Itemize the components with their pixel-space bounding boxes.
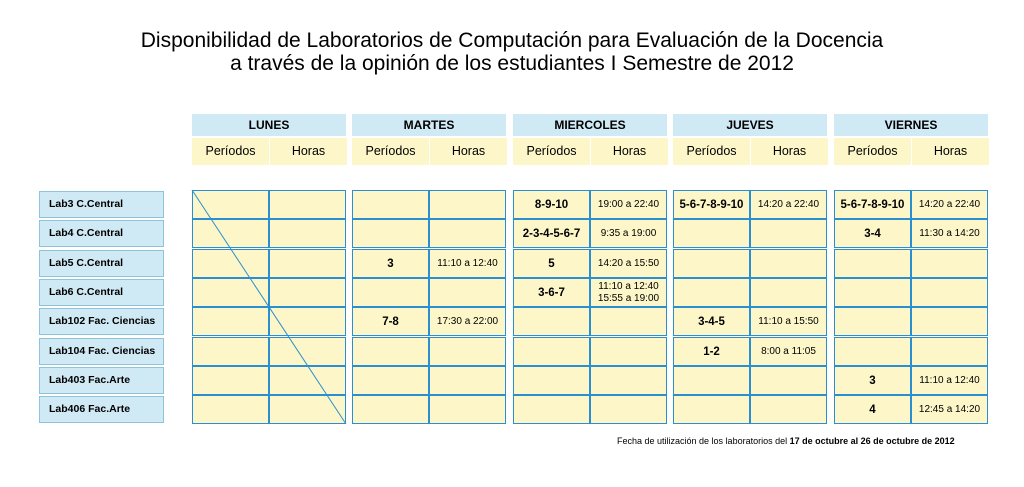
periods-header: Períodos xyxy=(834,138,911,165)
hours-cell xyxy=(750,395,827,424)
periods-cell: 3-6-7 xyxy=(513,278,590,307)
footer-date-range: 17 de octubre al 26 de octubre de 2012 xyxy=(789,436,955,446)
periods-cell: 4 xyxy=(834,395,911,424)
hours-value: 11:10 a 12:40 xyxy=(919,374,980,386)
hours-cell xyxy=(590,395,667,424)
periods-cell: 1-2 xyxy=(673,337,750,366)
lab-row-label: Lab102 Fac. Ciencias xyxy=(39,308,164,335)
hours-cell xyxy=(429,249,506,278)
lab-row-label: Lab5 C.Central xyxy=(39,250,164,277)
periods-cell: 8-9-10 xyxy=(513,190,590,219)
hours-cell xyxy=(429,366,506,395)
hours-cell xyxy=(269,307,346,336)
hours-value: 8:00 a 11:05 xyxy=(761,345,816,357)
periods-cell: 3-4-5 xyxy=(673,307,750,336)
hours-cell xyxy=(429,395,506,424)
hours-cell xyxy=(590,337,667,366)
periods-header: Períodos xyxy=(352,138,429,165)
lab-row-label: Lab3 C.Central xyxy=(39,191,164,218)
periods-cell xyxy=(192,395,269,424)
periods-header: Períodos xyxy=(673,138,750,165)
hours-cell xyxy=(911,337,988,366)
periods-cell xyxy=(192,307,269,336)
hours-cell xyxy=(429,278,506,307)
periods-cell xyxy=(352,395,429,424)
hours-cell xyxy=(911,395,988,424)
periods-cell: 5-6-7-8-9-10 xyxy=(673,190,750,219)
periods-cell xyxy=(192,249,269,278)
hours-cell xyxy=(269,219,346,248)
hours-cell xyxy=(590,219,667,248)
hours-cell xyxy=(750,190,827,219)
periods-cell xyxy=(834,307,911,336)
hours-cell xyxy=(750,278,827,307)
hours-cell xyxy=(750,219,827,248)
periods-cell xyxy=(192,219,269,248)
footer-note xyxy=(617,436,955,446)
periods-cell xyxy=(192,278,269,307)
periods-cell xyxy=(513,366,590,395)
hours-value: 14:20 a 15:50 xyxy=(597,257,660,269)
hours-cell xyxy=(590,190,667,219)
hours-cell xyxy=(750,337,827,366)
hours-header: Horas xyxy=(270,138,347,165)
hours-cell xyxy=(429,190,506,219)
lab-row-label: Lab4 C.Central xyxy=(39,220,164,247)
periods-cell: 3 xyxy=(834,366,911,395)
day-header-martes: MARTES xyxy=(352,114,506,136)
periods-cell xyxy=(352,219,429,248)
hours-cell xyxy=(911,190,988,219)
hours-value: 14:20 a 22:40 xyxy=(757,198,820,210)
hours-value: 9:35 a 19:00 xyxy=(600,227,657,239)
day-header-miercoles: MIERCOLES xyxy=(513,114,667,136)
hours-cell xyxy=(269,249,346,278)
periods-header: Períodos xyxy=(192,138,269,165)
hours-value: 15:55 a 19:00 xyxy=(597,292,660,304)
periods-cell: 3-4 xyxy=(834,219,911,248)
hours-cell xyxy=(911,278,988,307)
periods-cell xyxy=(673,249,750,278)
periods-cell: 3 xyxy=(352,249,429,278)
hours-value: 11:10 a 12:40 xyxy=(437,257,498,269)
periods-cell xyxy=(192,337,269,366)
lab-row-label: Lab403 Fac.Arte xyxy=(39,367,164,394)
hours-cell xyxy=(750,249,827,278)
hours-cell xyxy=(911,366,988,395)
hours-cell xyxy=(429,337,506,366)
hours-cell xyxy=(269,190,346,219)
hours-value: 11:10 a 12:40 xyxy=(598,280,659,292)
periods-cell xyxy=(192,190,269,219)
periods-cell xyxy=(513,395,590,424)
footer-prefix: Fecha de utilización de los laboratorios del xyxy=(617,436,790,446)
hours-cell xyxy=(750,366,827,395)
lab-row-label: Lab406 Fac.Arte xyxy=(39,396,164,423)
page-title-line-2: a través de la opinión de los estudiantes I Semestre de 2012 xyxy=(230,52,794,75)
hours-cell xyxy=(590,278,667,307)
hours-cell xyxy=(269,366,346,395)
periods-cell xyxy=(352,366,429,395)
periods-cell xyxy=(673,278,750,307)
hours-cell xyxy=(590,249,667,278)
periods-cell: 7-8 xyxy=(352,307,429,336)
hours-value: 11:30 a 14:20 xyxy=(919,227,980,239)
hours-cell xyxy=(269,395,346,424)
hours-value: 19:00 a 22:40 xyxy=(597,198,660,210)
periods-cell xyxy=(834,278,911,307)
day-header-jueves: JUEVES xyxy=(673,114,827,136)
periods-cell xyxy=(513,337,590,366)
periods-cell xyxy=(834,337,911,366)
hours-cell xyxy=(911,219,988,248)
hours-value: 11:10 a 15:50 xyxy=(758,315,819,327)
hours-cell xyxy=(269,278,346,307)
hours-header: Horas xyxy=(430,138,507,165)
hours-header: Horas xyxy=(912,138,989,165)
page-title-line-1: Disponibilidad de Laboratorios de Computación para Evaluación de la Docencia xyxy=(140,29,884,52)
periods-cell xyxy=(513,307,590,336)
day-header-lunes: LUNES xyxy=(192,114,346,136)
periods-cell xyxy=(673,219,750,248)
hours-cell xyxy=(590,307,667,336)
periods-cell xyxy=(834,249,911,278)
hours-cell xyxy=(269,337,346,366)
hours-value: 14:20 a 22:40 xyxy=(918,198,981,210)
hours-cell xyxy=(750,307,827,336)
hours-cell xyxy=(429,219,506,248)
hours-value: 17:30 a 22:00 xyxy=(436,315,499,327)
hours-cell xyxy=(429,307,506,336)
lab-row-label: Lab6 C.Central xyxy=(39,279,164,306)
periods-cell xyxy=(673,395,750,424)
hours-value: 12:45 a 14:20 xyxy=(918,403,981,415)
hours-cell xyxy=(911,249,988,278)
periods-cell xyxy=(673,366,750,395)
periods-cell: 5-6-7-8-9-10 xyxy=(834,190,911,219)
periods-cell: 2-3-4-5-6-7 xyxy=(513,219,590,248)
periods-cell xyxy=(352,278,429,307)
periods-cell xyxy=(352,190,429,219)
lab-row-label: Lab104 Fac. Ciencias xyxy=(39,338,164,365)
hours-cell xyxy=(911,307,988,336)
hours-cell xyxy=(590,366,667,395)
periods-header: Períodos xyxy=(513,138,590,165)
day-header-viernes: VIERNES xyxy=(834,114,988,136)
periods-cell: 5 xyxy=(513,249,590,278)
periods-cell xyxy=(352,337,429,366)
hours-header: Horas xyxy=(591,138,668,165)
periods-cell xyxy=(192,366,269,395)
hours-header: Horas xyxy=(751,138,828,165)
